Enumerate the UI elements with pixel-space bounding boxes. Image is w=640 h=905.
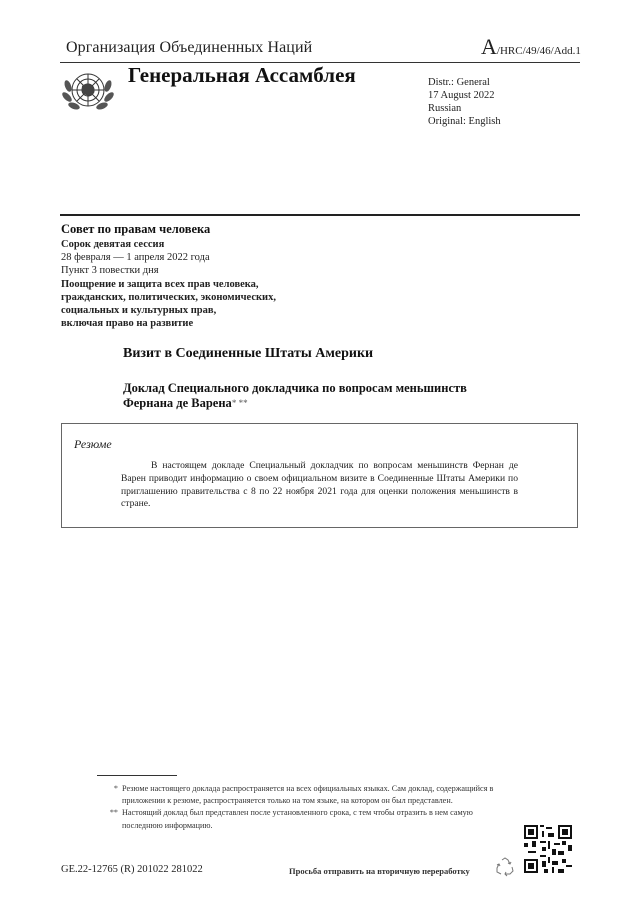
- symbol-prefix: A: [481, 34, 497, 59]
- distribution-status: Distr.: General: [428, 77, 490, 88]
- document-symbol: [481, 34, 581, 59]
- body-title: Генеральная Ассамблея: [128, 63, 356, 87]
- session-dates: 28 февраля — 1 апреля 2022 года: [61, 252, 210, 264]
- footnote-mark: **: [109, 808, 118, 818]
- footnote-item: [100, 807, 505, 831]
- report-subtitle: [123, 381, 523, 411]
- organization-name: Организация Объединенных Наций: [66, 39, 313, 56]
- distribution-language: Russian: [428, 103, 462, 114]
- distribution-block: [428, 76, 501, 128]
- un-emblem-icon: [60, 66, 116, 118]
- report-line-1: Доклад Специального докладчика по вопросам меньшинств: [123, 381, 467, 395]
- section-rule: [60, 214, 580, 216]
- summary-text: [121, 460, 518, 511]
- agenda-title-line: Поощрение и защита всех прав человека,: [61, 278, 259, 290]
- document-title: Визит в Соединенные Штаты Америки: [123, 346, 374, 361]
- footnote-item: [100, 783, 505, 807]
- recycle-text: Просьба отправить на вторичную переработку: [289, 866, 470, 876]
- agenda-item: Пункт 3 повестки дня: [61, 265, 159, 277]
- footnote-rule: [97, 775, 177, 776]
- agenda-title-line: гражданских, политических, экономических,: [61, 291, 276, 303]
- symbol-rest: /HRC/49/46/Add.1: [496, 45, 581, 57]
- footnote-marks: * **: [231, 398, 248, 408]
- summary-heading: Резюме: [74, 437, 112, 451]
- agenda-title-line: социальных и культурных прав,: [61, 305, 217, 317]
- summary-paragraph: В настоящем докладе Специальный докладчик по вопросам меньшинств Фернан де Варен приводит информацию о своем официальном визите в Соединенные Штаты Америки по приглашению правительства с 8 по 22 ноября 2021 года для оценки положения меньшинств в стране.: [121, 460, 518, 510]
- footnote-mark: *: [113, 784, 118, 793]
- footnote-text: Резюме настоящего доклада распространяется на всех официальных языках. Сам доклад, содержащийся в приложении к резюме, распространяется только на том языке, на котором он был представлен.: [122, 784, 494, 806]
- agenda-title-line: включая право на развитие: [61, 318, 194, 330]
- recycle-icon: [494, 856, 516, 878]
- session-info: [61, 238, 321, 330]
- footnotes: [100, 783, 505, 832]
- document-number: GE.22-12765 (R) 201022 281022: [61, 864, 203, 875]
- distribution-date: 17 August 2022: [428, 90, 495, 101]
- footnote-text: Настоящий доклад был представлен после установленного срока, с тем чтобы отразить в нем самую последнюю информацию.: [122, 808, 473, 830]
- session-name: Сорок девятая сессия: [61, 239, 165, 250]
- original-language: Original: English: [428, 116, 501, 127]
- author-name: Фернана де Варена: [123, 396, 232, 410]
- report-line-2: [123, 396, 523, 411]
- qr-code-icon[interactable]: [524, 825, 572, 873]
- council-name: Совет по правам человека: [61, 222, 211, 236]
